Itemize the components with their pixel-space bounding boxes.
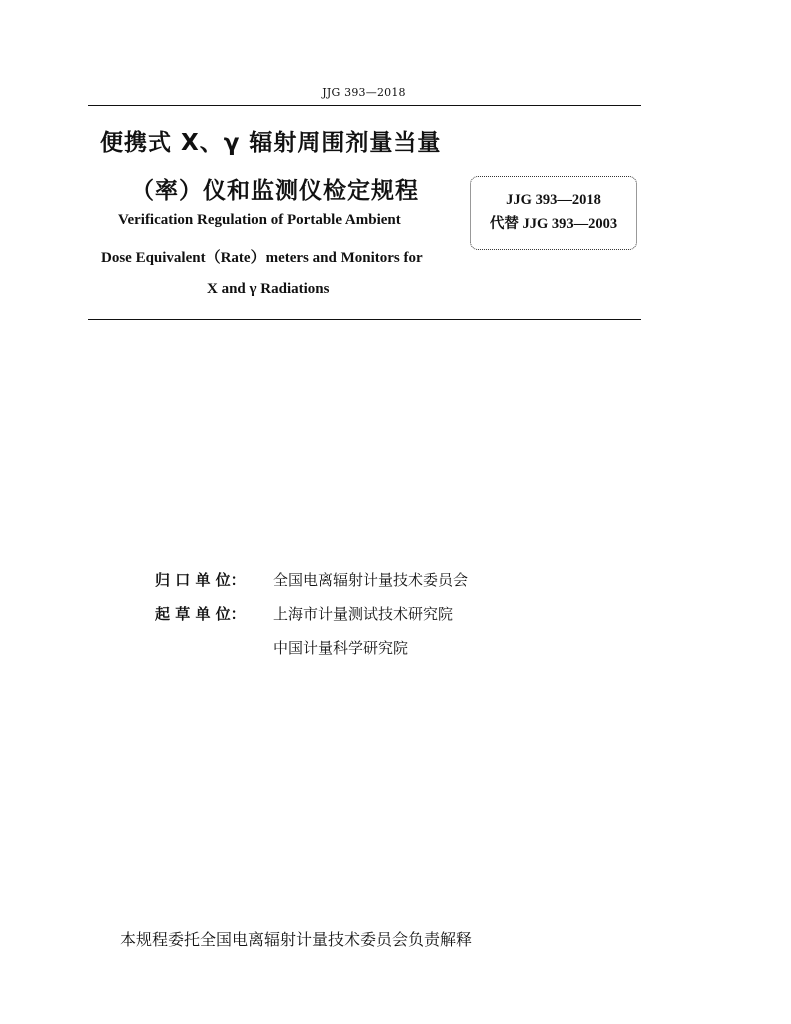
title-cn-line2: （率）仪和监测仪检定规程: [131, 178, 419, 204]
title-cn-line1: 便携式 X、γ 辐射周围剂量当量: [100, 130, 442, 156]
header-standard-code: JJG 393—2018: [322, 86, 406, 99]
title-en-line2: Dose Equivalent（Rate）meters and Monitors for: [101, 250, 423, 266]
interpretation-note: 本规程委托全国电离辐射计量技术委员会负责解释: [120, 930, 473, 949]
drafting-unit-value-2: 中国计量科学研究院: [273, 639, 409, 657]
standard-number-box: [470, 176, 637, 250]
title-bottom-rule: [88, 319, 641, 320]
responsible-unit-value: 全国电离辐射计量技术委员会: [273, 571, 469, 589]
drafting-unit-value-1: 上海市计量测试技术研究院: [273, 605, 454, 623]
drafting-unit-label: 起 草 单 位：: [155, 605, 246, 623]
replaces-standard: 代替 JJG 393—2003: [489, 216, 618, 232]
standard-number: JJG 393—2018: [506, 192, 601, 208]
responsible-unit-label: 归 口 单 位：: [155, 571, 246, 589]
title-en-line1: Verification Regulation of Portable Ambient: [118, 212, 401, 228]
title-en-line3: X and γ Radiations: [207, 281, 330, 297]
header-rule: [88, 105, 641, 106]
